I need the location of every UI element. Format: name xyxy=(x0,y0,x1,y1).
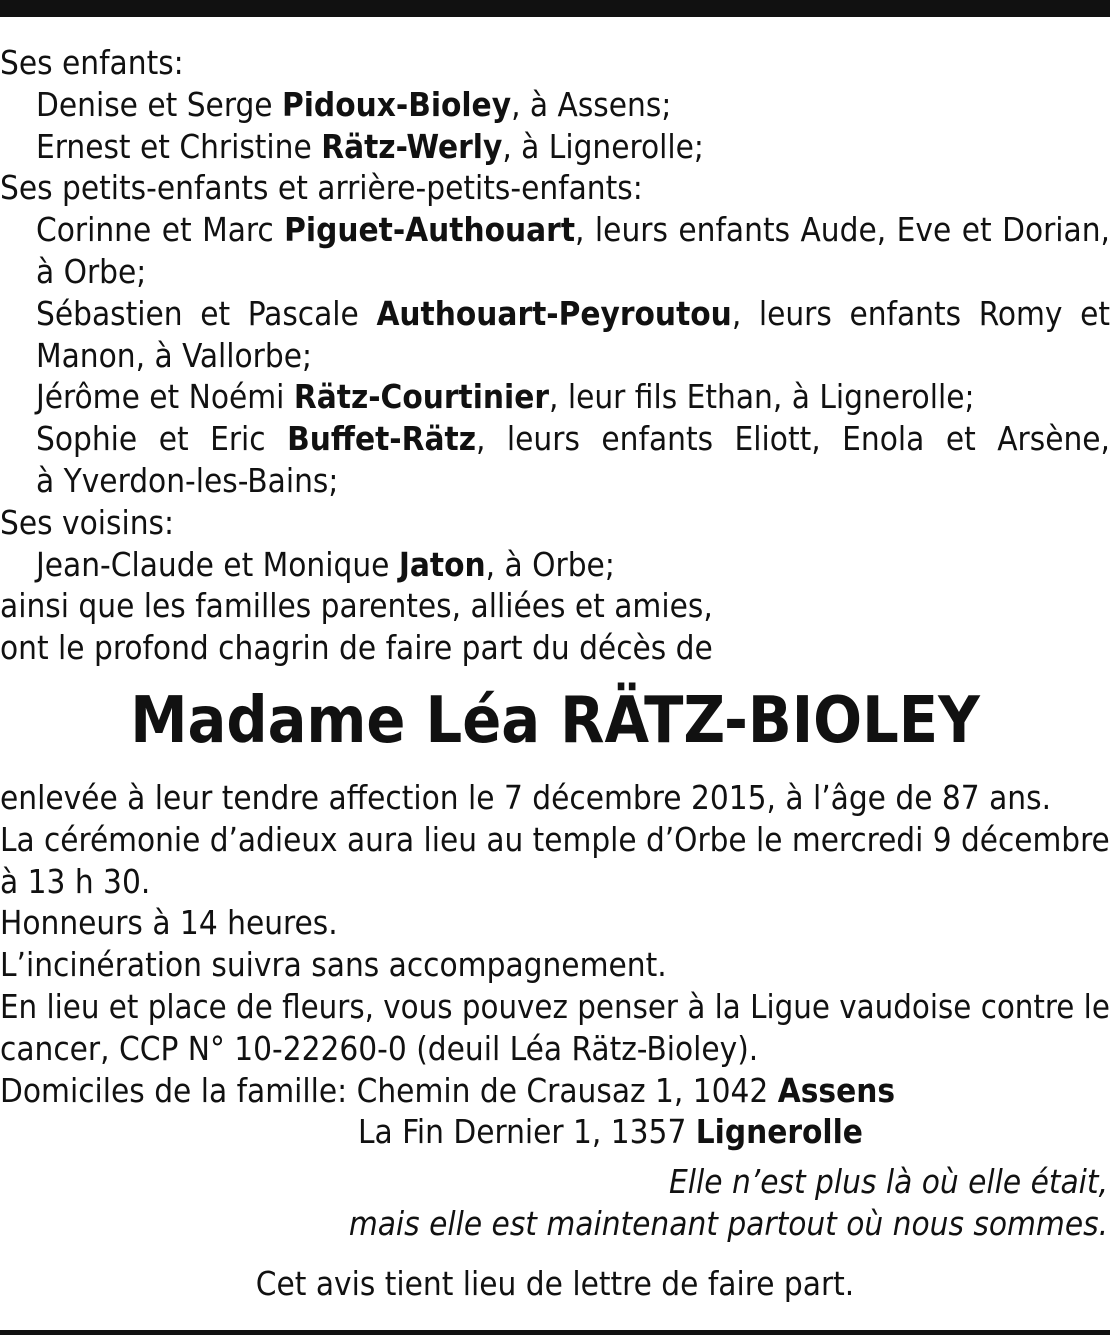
donation-line-cont: cancer, CCP N° 10-22260-0 (deuil Léa Rätz-Bioley). xyxy=(0,1028,759,1068)
announcement-line: ont le profond chagrin de faire part du décès de xyxy=(0,628,713,668)
obituary-notice xyxy=(0,42,1110,1305)
grandchild-line-cont: à Orbe; xyxy=(36,251,147,291)
ceremony-line: La cérémonie d’adieux aura lieu au temple d’Orbe le mercredi 9 décembre xyxy=(0,819,1110,859)
domicile-line-2: La Fin Dernier 1, 1357 Lignerolle xyxy=(358,1112,863,1152)
relatives-line: ainsi que les familles parentes, alliées et amies, xyxy=(0,586,713,626)
children-heading: Ses enfants: xyxy=(0,43,184,82)
grandchild-line-cont: à Yverdon-les-Bains; xyxy=(36,460,339,500)
honours-line: Honneurs à 14 heures. xyxy=(0,903,338,943)
deceased-name: Madame Léa RÄTZ-BIOLEY xyxy=(130,683,980,758)
grandchild-line: Sébastien et Pascale Authouart-Peyroutou, leurs enfants Romy et xyxy=(36,293,1110,333)
domicile-line: Domiciles de la famille: Chemin de Crausaz 1, 1042 Assens xyxy=(0,1070,896,1110)
grandchild-line: Jérôme et Noémi Rätz-Courtinier, leur fils Ethan, à Lignerolle; xyxy=(36,377,975,417)
grandchildren-heading: Ses petits-enfants et arrière-petits-enfants: xyxy=(0,168,643,208)
ceremony-line-cont: à 13 h 30. xyxy=(0,861,151,901)
quote-line: mais elle est maintenant partout où nous sommes. xyxy=(348,1203,1108,1243)
grandchild-line: Sophie et Eric Buffet-Rätz, leurs enfants Eliott, Enola et Arsène, xyxy=(36,419,1110,459)
quote-line: Elle n’est plus là où elle était, xyxy=(669,1162,1108,1202)
death-details: enlevée à leur tendre affection le 7 décembre 2015, à l’âge de 87 ans. xyxy=(0,777,1052,817)
child-line: Denise et Serge Pidoux-Bioley, à Assens; xyxy=(36,84,672,124)
neighbour-line: Jean-Claude et Monique Jaton, à Orbe; xyxy=(36,544,615,584)
incineration-line: L’incinération suivra sans accompagnement. xyxy=(0,945,667,985)
child-line: Ernest et Christine Rätz-Werly, à Lignerolle; xyxy=(36,126,704,166)
bottom-rule xyxy=(0,1330,1110,1335)
donation-line: En lieu et place de fleurs, vous pouvez penser à la Ligue vaudoise contre le xyxy=(0,986,1110,1026)
grandchild-line-cont: Manon, à Vallorbe; xyxy=(36,335,313,375)
top-rule xyxy=(0,0,1110,17)
grandchild-line: Corinne et Marc Piguet-Authouart, leurs enfants Aude, Eve et Dorian, xyxy=(36,210,1110,250)
neighbours-heading: Ses voisins: xyxy=(0,502,175,542)
closing-line: Cet avis tient lieu de lettre de faire part. xyxy=(255,1263,855,1303)
